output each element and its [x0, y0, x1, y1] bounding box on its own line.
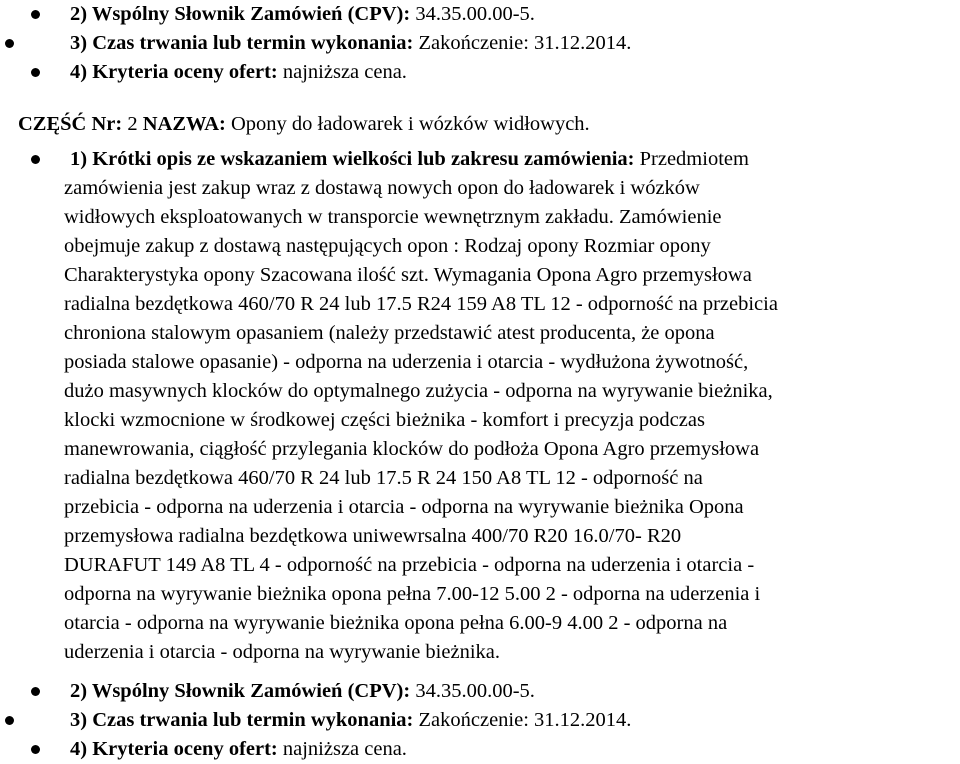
description-line: posiada stalowe opasanie) - odporna na uderzenia i otarcia - wydłużona żywotność, [64, 351, 749, 373]
bullet [5, 716, 14, 725]
part-number: 2 [122, 113, 143, 135]
description-line: przemysłowa radialna bezdętkowa uniwewrsalna 400/70 R20 16.0/70- R20 [64, 525, 682, 547]
description-label: 1) Krótki opis ze wskazaniem wielkości lub zakresu zamówienia: [70, 148, 635, 170]
bullet [5, 39, 14, 48]
duration-line [70, 29, 631, 58]
description-text: Przedmiotem [634, 148, 749, 170]
part-heading [18, 110, 590, 139]
description-line: otarcia - odporna na wyrywanie bieżnika opona pełna 6.00-9 4.00 2 - odporna na [64, 612, 728, 634]
description-line: odporna na wyrywanie bieżnika opona pełna 7.00-12 5.00 2 - odporna na uderzenia i [64, 583, 761, 605]
duration-line [70, 706, 631, 735]
cpv-line [70, 677, 535, 706]
description-line-0 [70, 145, 749, 174]
bullet [31, 10, 40, 19]
criteria-label: 4) Kryteria oceny ofert: [70, 61, 278, 83]
criteria-value: najniższa cena. [277, 738, 407, 760]
description-line: obejmuje zakup z dostawą następujących opon : Rodzaj opony Rozmiar opony [64, 235, 711, 257]
cpv-label: 2) Wspólny Słownik Zamówień (CPV): [70, 3, 411, 25]
part-name-label: NAZWA: [142, 113, 226, 135]
cpv-value: 34.35.00.00-5. [410, 3, 535, 25]
bullet [31, 68, 40, 77]
description-line: chroniona stalowym opasaniem (należy przedstawić atest producenta, że opona [64, 322, 715, 344]
part-label: CZĘŚĆ Nr: [18, 113, 123, 135]
duration-label: 3) Czas trwania lub termin wykonania: [70, 32, 414, 54]
bullet [31, 155, 40, 164]
description-line: radialna bezdętkowa 460/70 R 24 lub 17.5 R 24 150 A8 TL 12 - odporność na [64, 467, 703, 489]
description-line: radialna bezdętkowa 460/70 R 24 lub 17.5 R24 159 A8 TL 12 - odporność na przebicia [64, 293, 778, 315]
criteria-label: 4) Kryteria oceny ofert: [70, 738, 278, 760]
bullet [31, 687, 40, 696]
description-line: manewrowania, ciągłość przylegania klocków do podłoża Opona Agro przemysłowa [64, 438, 760, 460]
criteria-line [70, 735, 407, 764]
bullet [31, 745, 40, 754]
description-line: klocki wzmocnione w środkowej części bieżnika - komfort i precyzja podczas [64, 409, 705, 431]
cpv-value: 34.35.00.00-5. [410, 680, 535, 702]
cpv-line [70, 0, 535, 29]
description-line: DURAFUT 149 A8 TL 4 - odporność na przebicia - odporna na uderzenia i otarcia - [64, 554, 755, 576]
description-line: zamówienia jest zakup wraz z dostawą nowych opon do ładowarek i wózków [64, 177, 700, 199]
description-line: dużo masywnych klocków do optymalnego zużycia - odporna na wyrywanie bieżnika, [64, 380, 773, 402]
duration-label: 3) Czas trwania lub termin wykonania: [70, 709, 414, 731]
cpv-label: 2) Wspólny Słownik Zamówień (CPV): [70, 680, 411, 702]
criteria-line [70, 58, 407, 87]
description-line: Charakterystyka opony Szacowana ilość szt. Wymagania Opona Agro przemysłowa [64, 264, 752, 286]
duration-value: Zakończenie: 31.12.2014. [413, 709, 632, 731]
description-line: widłowych eksploatowanych w transporcie wewnętrznym zakładu. Zamówienie [64, 206, 722, 228]
description-line: przebicia - odporna na uderzenia i otarcia - odporna na wyrywanie bieżnika Opona [64, 496, 744, 518]
duration-value: Zakończenie: 31.12.2014. [413, 32, 632, 54]
part-name: Opony do ładowarek i wózków widłowych. [225, 113, 590, 135]
criteria-value: najniższa cena. [277, 61, 407, 83]
description-line: uderzenia i otarcia - odporna na wyrywanie bieżnika. [64, 641, 500, 663]
